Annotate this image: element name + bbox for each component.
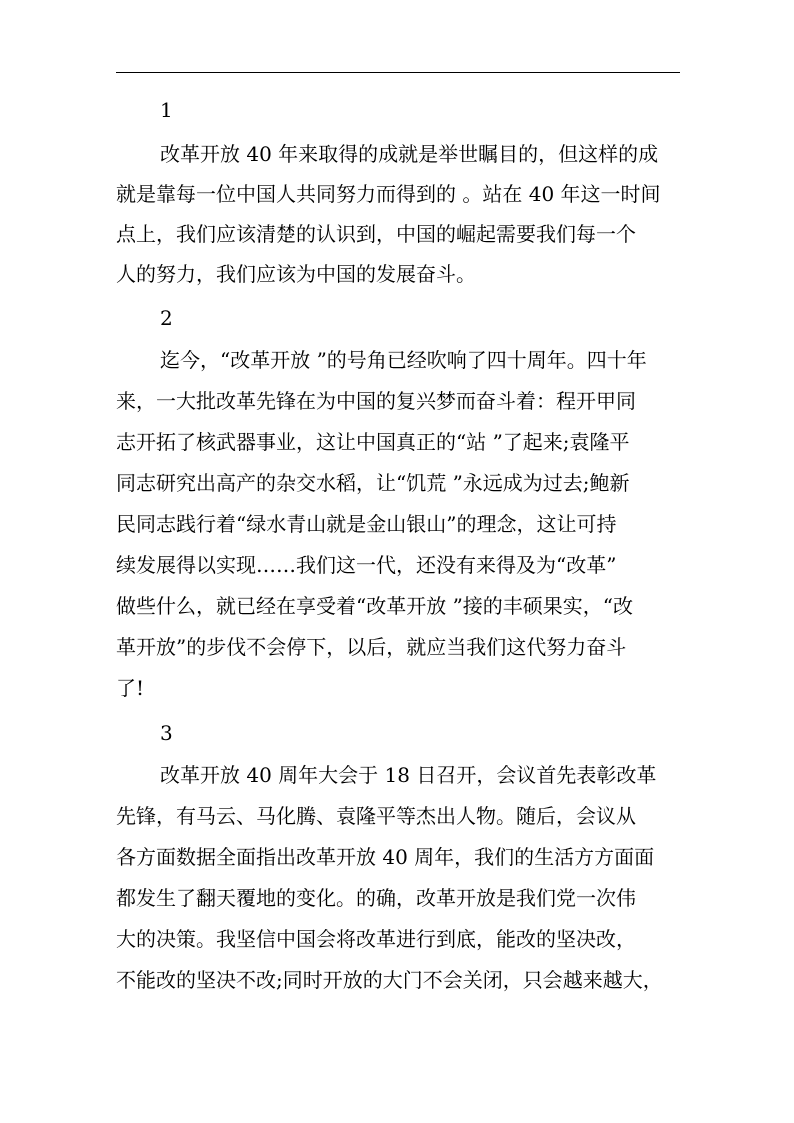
paragraph-line: 同志研究出高产的杂交水稻，让“饥荒 ”永远成为过去;鲍新 xyxy=(116,471,630,495)
paragraph-line: 改革开放 40 年来取得的成就是举世瞩目的，但这样的成 xyxy=(160,142,659,166)
paragraph-line: 都发生了翻天覆地的变化。的确，改革开放是我们党一次伟 xyxy=(116,886,636,910)
paragraph-line: 各方面数据全面指出改革开放 40 周年，我们的生活方方面面 xyxy=(116,845,655,869)
paragraph-line: 就是靠每一位中国人共同努力而得到的 。站在 40 年这一时间 xyxy=(116,182,661,206)
section-number-1: 1 xyxy=(160,98,173,122)
paragraph-line: 先锋，有马云、马化腾、袁隆平等杰出人物。随后，会议从 xyxy=(116,804,636,828)
paragraph-line: 不能改的坚决不改;同时开放的大门不会关闭，只会越来越大， xyxy=(116,968,663,992)
paragraph-line: 做些什么，就已经在享受着“改革开放 ”接的丰硕果实，“改 xyxy=(116,594,634,618)
paragraph-line: 迄今，“改革开放 ”的号角已经吹响了四十周年。四十年 xyxy=(160,348,647,372)
paragraph-line: 了! xyxy=(116,676,145,700)
paragraph-line: 人的努力，我们应该为中国的发展奋斗。 xyxy=(116,262,476,286)
paragraph-line: 革开放”的步伐不会停下，以后，就应当我们这代努力奋斗 xyxy=(116,635,627,659)
paragraph-line: 续发展得以实现……我们这一代，还没有来得及为“改革” xyxy=(116,553,617,577)
paragraph-line: 志开拓了核武器事业，这让中国真正的“站 ”了起来;袁隆平 xyxy=(116,430,630,454)
paragraph-line: 来，一大批改革先锋在为中国的复兴梦而奋斗着：程开甲同 xyxy=(116,389,636,413)
paragraph-line: 民同志践行着“绿水青山就是金山银山”的理念，这让可持 xyxy=(116,512,617,536)
paragraph-line: 改革开放 40 周年大会于 18 日召开，会议首先表彰改革 xyxy=(160,763,657,787)
section-number-3: 3 xyxy=(160,721,173,745)
header-rule xyxy=(116,72,680,73)
paragraph-line: 点上，我们应该清楚的认识到，中国的崛起需要我们每一个 xyxy=(116,222,636,246)
section-number-2: 2 xyxy=(160,306,173,330)
paragraph-line: 大的决策。我坚信中国会将改革进行到底，能改的坚决改， xyxy=(116,927,636,951)
